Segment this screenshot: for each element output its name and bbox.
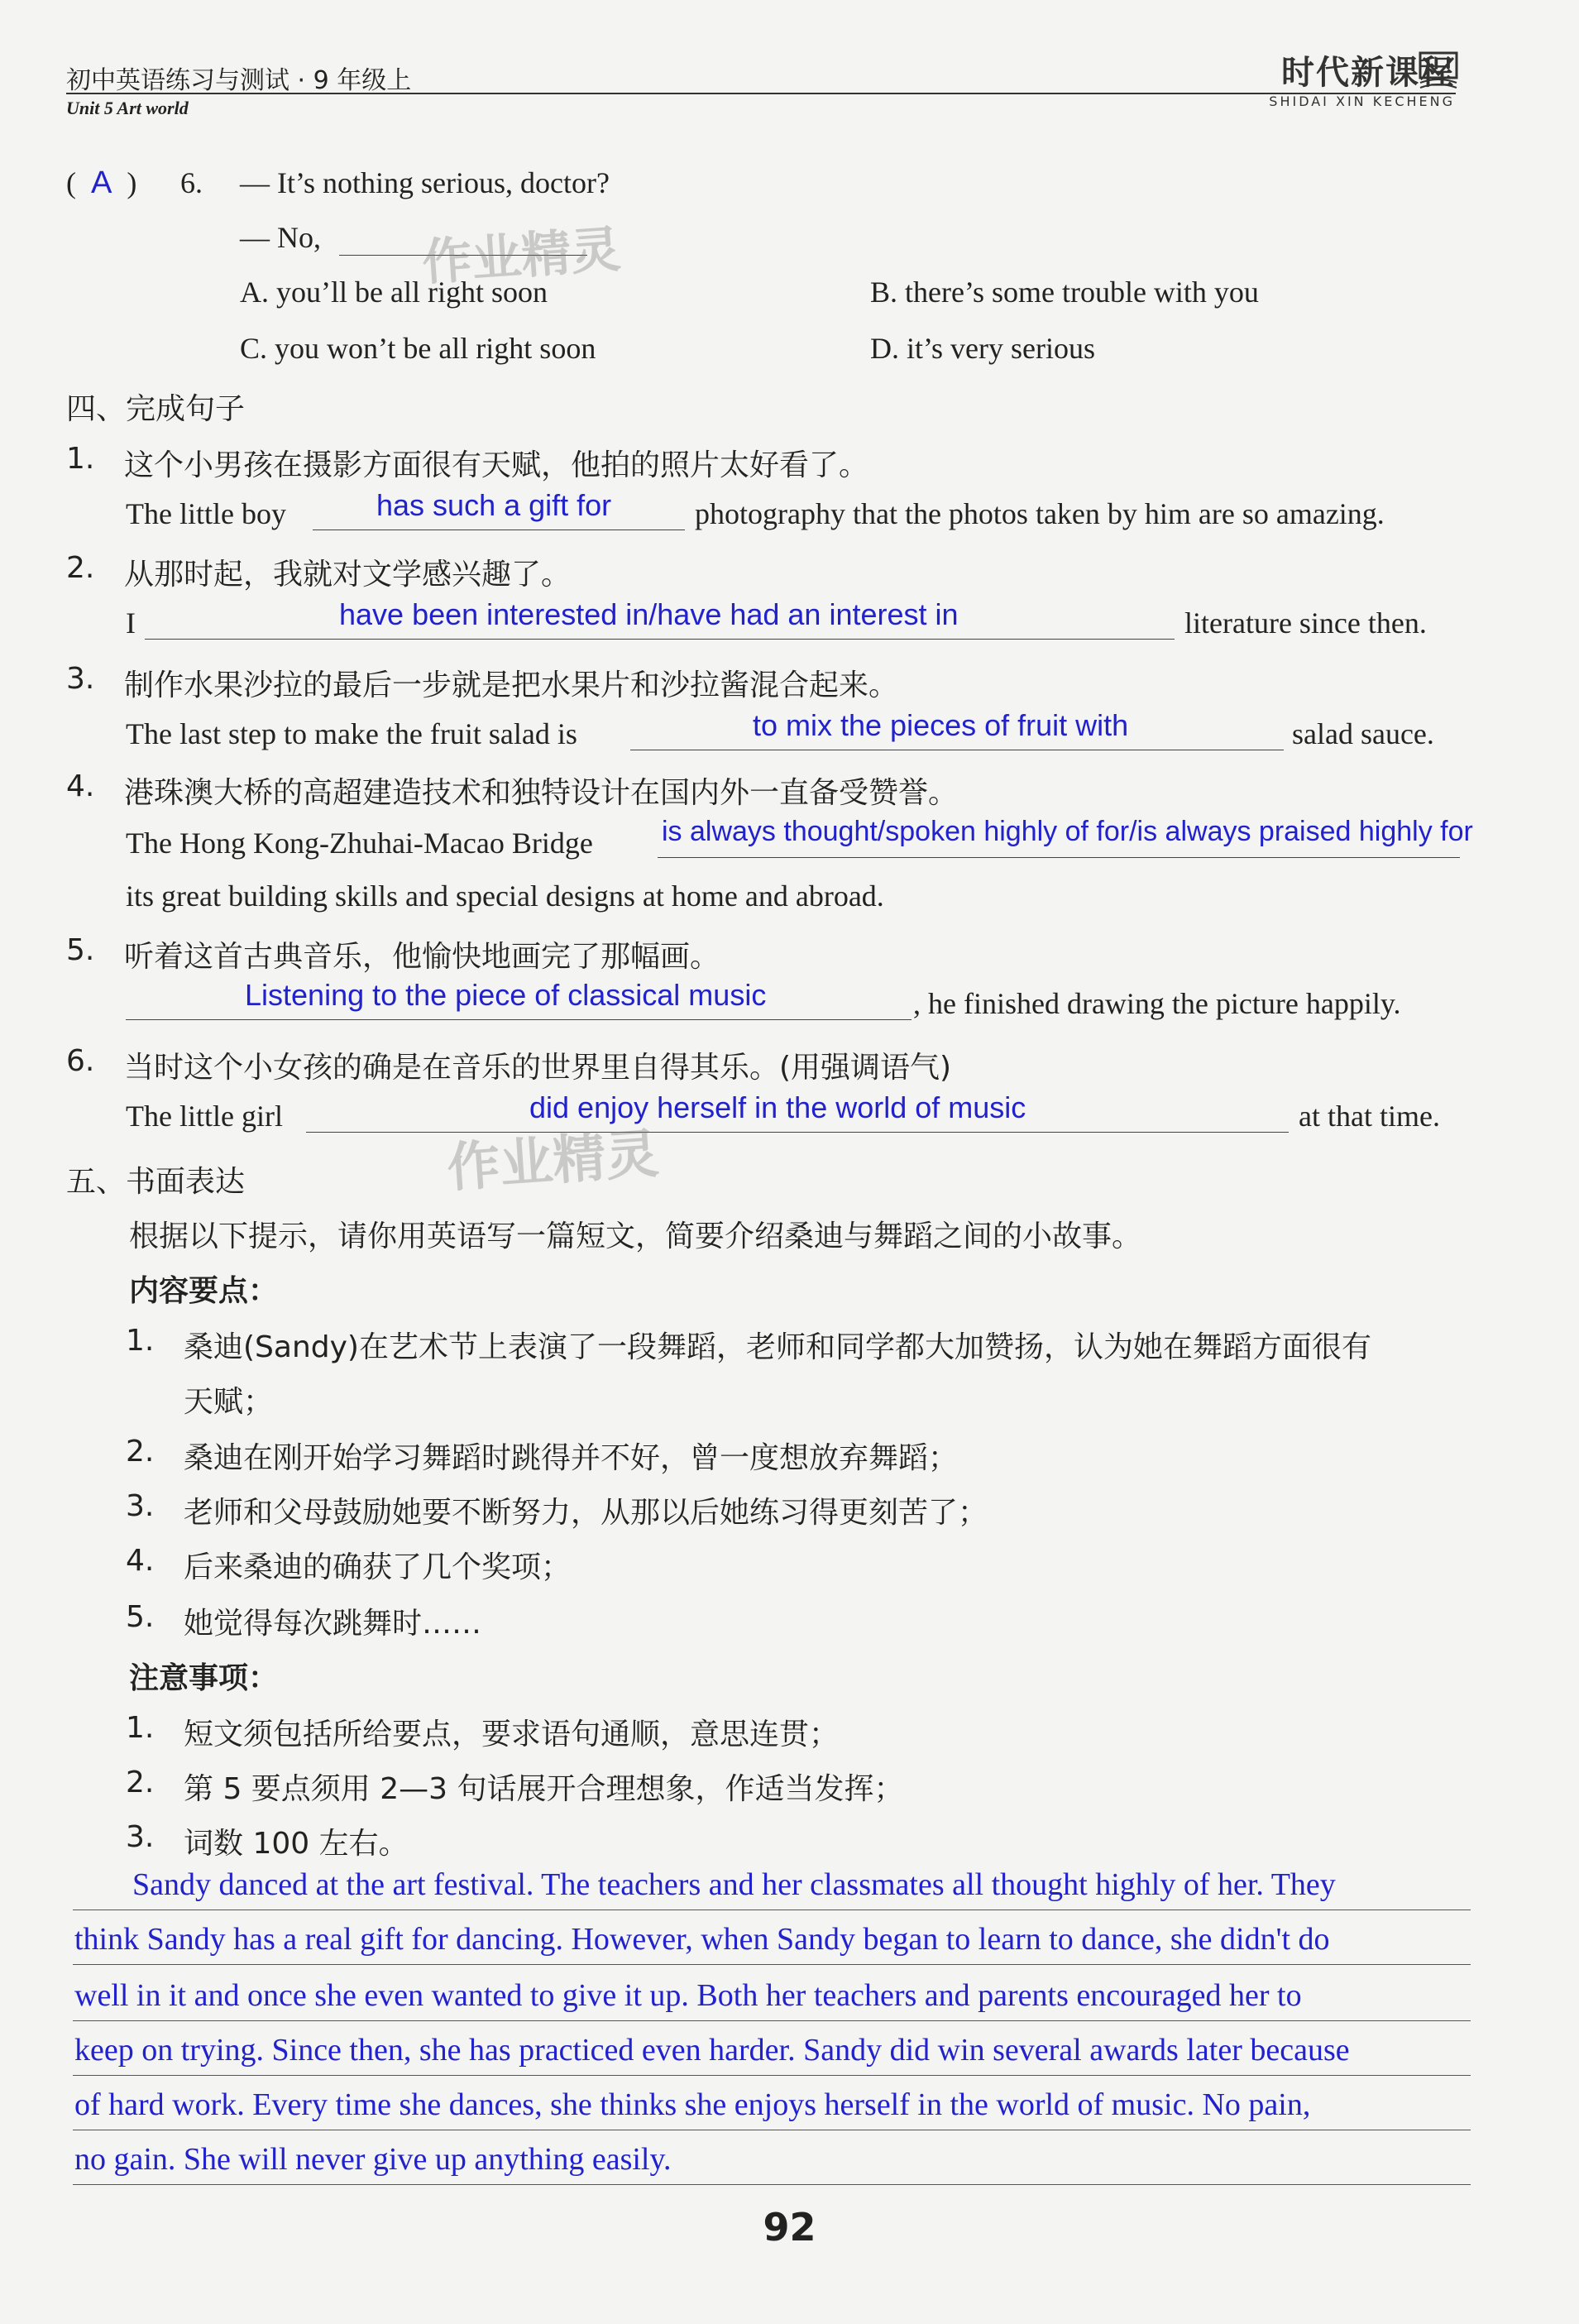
- s4-item6-post: at that time.: [1299, 1100, 1440, 1133]
- s4-item1-answer: has such a gift for: [376, 488, 612, 522]
- essay-rule-4: [73, 2075, 1471, 2076]
- s4-item1-post: photography that the photos taken by him are so amazing.: [695, 497, 1385, 530]
- q6-option-d: D. it’s very serious: [870, 332, 1095, 365]
- brand-logo-icon: [1419, 51, 1460, 91]
- s4-item5-answer: Listening to the piece of classical music: [245, 978, 767, 1012]
- note-2-num: 2.: [126, 1766, 155, 1799]
- point-1-text: 桑迪(Sandy)在艺术节上表演了一段舞蹈，老师和同学都大加赞扬，认为她在舞蹈方面很有: [184, 1330, 1371, 1364]
- q6-answer: A: [91, 165, 112, 200]
- q6-option-b: B. there’s some trouble with you: [870, 276, 1259, 309]
- s4-item2-blank: [145, 639, 1175, 640]
- essay-line-4: keep on trying. Since then, she has practiced even harder. Sandy did win several awards later because: [74, 2033, 1350, 2068]
- note-3-num: 3.: [126, 1820, 155, 1854]
- s4-item6-cn: 当时这个小女孩的确是在音乐的世界里自得其乐。(用强调语气): [124, 1051, 952, 1085]
- watermark: 作业精灵: [420, 220, 623, 293]
- section5-title: 五、书面表达: [66, 1165, 246, 1199]
- essay-rule-6: [73, 2184, 1471, 2185]
- s4-item6-num: 6.: [66, 1044, 95, 1078]
- point-5-num: 5.: [126, 1600, 155, 1634]
- section5-intro: 根据以下提示，请你用英语写一篇短文，简要介绍桑迪与舞蹈之间的小故事。: [129, 1220, 1142, 1253]
- q6-reply: — No,: [240, 221, 321, 254]
- s4-item2-cn: 从那时起，我就对文学感兴趣了。: [124, 558, 572, 592]
- watermark-2: 作业精灵: [445, 1124, 661, 1200]
- point-2-num: 2.: [126, 1435, 155, 1469]
- s4-item4-blank: [658, 857, 1460, 858]
- note-3-text: 词数 100 左右。: [184, 1827, 409, 1861]
- q6-prompt: — It’s nothing serious, doctor?: [240, 166, 610, 199]
- note-1-num: 1.: [126, 1711, 155, 1745]
- s4-item6-answer: did enjoy herself in the world of music: [529, 1090, 1026, 1124]
- s4-item6-pre: The little girl: [126, 1100, 283, 1133]
- s4-item4-cn: 港珠澳大桥的高超建造技术和独特设计在国内外一直备受赞誉。: [124, 776, 959, 810]
- s4-item5-cn: 听着这首古典音乐，他愉快地画完了那幅画。: [124, 940, 720, 974]
- s4-item1-cn: 这个小男孩在摄影方面很有天赋，他拍的照片太好看了。: [124, 448, 869, 482]
- s4-item1-num: 1.: [66, 442, 95, 476]
- point-4-num: 4.: [126, 1544, 155, 1578]
- s4-item5-blank: [126, 1019, 912, 1020]
- s4-item3-answer: to mix the pieces of fruit with: [753, 708, 1129, 742]
- header-rule: [66, 93, 1456, 94]
- point-2-text: 桑迪在刚开始学习舞蹈时跳得并不好，曾一度想放弃舞蹈；: [184, 1441, 959, 1475]
- point-1-num: 1.: [126, 1324, 155, 1358]
- page-number: 92: [763, 2205, 816, 2250]
- s4-item3-post: salad sauce.: [1292, 717, 1434, 750]
- essay-rule-3: [73, 2020, 1471, 2021]
- book-title: 初中英语练习与测试 · 9 年级上: [66, 66, 412, 95]
- s4-item5-post: , he finished drawing the picture happily.: [913, 987, 1401, 1020]
- notes-title: 注意事项：: [129, 1661, 279, 1695]
- s4-item3-cn: 制作水果沙拉的最后一步就是把水果片和沙拉酱混合起来。: [124, 668, 899, 702]
- s4-item2-answer: have been interested in/have had an interest in: [339, 597, 959, 631]
- q6-answer-bracket: ( A ): [66, 165, 137, 200]
- essay-line-3: well in it and once she even wanted to give it up. Both her teachers and parents encouraged her to: [74, 1978, 1302, 2013]
- essay-line-1: Sandy danced at the art festival. The teachers and her classmates all thought highly of her. They: [132, 1867, 1336, 1902]
- s4-item4-num: 4.: [66, 769, 95, 803]
- q6-number: 6.: [180, 166, 203, 199]
- essay-line-2: think Sandy has a real gift for dancing. However, when Sandy began to learn to dance, she didn't do: [74, 1922, 1330, 1957]
- q6-option-c: C. you won’t be all right soon: [240, 332, 596, 365]
- s4-item4-post: its great building skills and special designs at home and abroad.: [126, 879, 884, 913]
- unit-label: Unit 5 Art world: [66, 98, 189, 118]
- point-4-text: 后来桑迪的确获了几个奖项；: [184, 1550, 572, 1584]
- point-3-num: 3.: [126, 1489, 155, 1523]
- s4-item1-pre: The little boy: [126, 497, 286, 530]
- point-5-text: 她觉得每次跳舞时……: [184, 1607, 482, 1641]
- s4-item2-pre: I: [126, 606, 136, 640]
- point-3-text: 老师和父母鼓励她要不断努力，从那以后她练习得更刻苦了；: [184, 1496, 988, 1530]
- essay-rule-2: [73, 1964, 1471, 1965]
- brand-cn: 时代新课程: [1281, 54, 1455, 92]
- point-1-cont: 天赋；: [184, 1385, 274, 1419]
- q6-option-a: A. you’ll be all right soon: [240, 276, 548, 309]
- s4-item3-num: 3.: [66, 662, 95, 696]
- brand-en: SHIDAI XIN KECHENG: [1269, 93, 1455, 109]
- note-1-text: 短文须包括所给要点，要求语句通顺，意思连贯；: [184, 1718, 840, 1751]
- s4-item5-num: 5.: [66, 933, 95, 967]
- essay-line-6: no gain. She will never give up anything easily.: [74, 2142, 672, 2177]
- s4-item2-num: 2.: [66, 551, 95, 585]
- section4-title: 四、完成句子: [66, 392, 246, 426]
- s4-item1-blank: [313, 529, 685, 530]
- points-title: 内容要点：: [129, 1274, 279, 1308]
- essay-line-5: of hard work. Every time she dances, she thinks she enjoys herself in the world of music. No pain,: [74, 2087, 1311, 2122]
- s4-item2-post: literature since then.: [1184, 606, 1427, 640]
- s4-item3-pre: The last step to make the fruit salad is: [126, 717, 577, 750]
- note-2-text: 第 5 要点须用 2—3 句话展开合理想象，作适当发挥；: [184, 1772, 904, 1806]
- s4-item4-answer: is always thought/spoken highly of for/is always praised highly for: [662, 816, 1473, 847]
- s4-item4-pre: The Hong Kong-Zhuhai-Macao Bridge: [126, 827, 593, 860]
